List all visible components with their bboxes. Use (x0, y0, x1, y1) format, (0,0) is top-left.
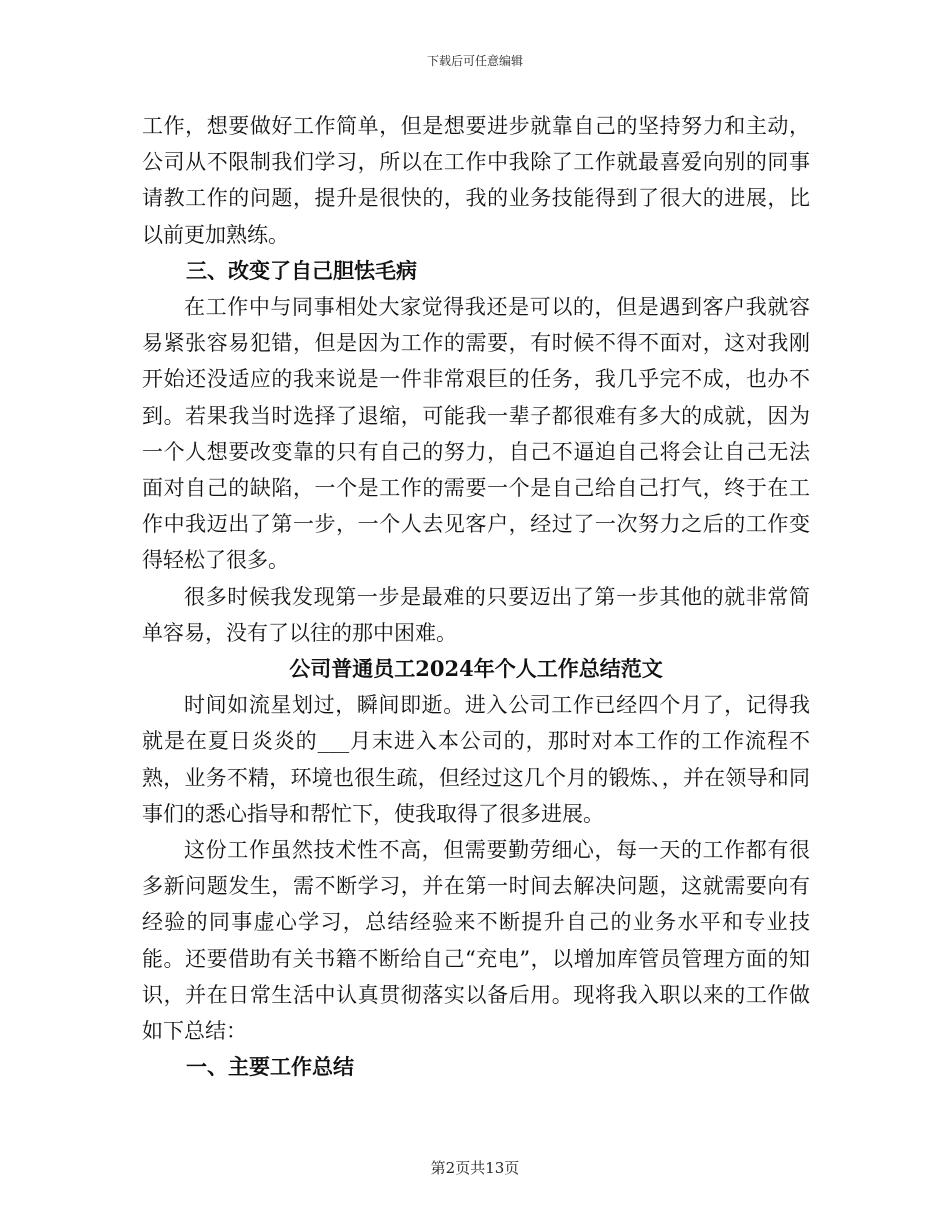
paragraph: 这份工作虽然技术性不高，但需要勤劳细心，每一天的工作都有很多新问题发生，需不断学习，并在第一时间去解决问题，这就需要向有经验的同事虚心学习，总结经验来不断提升自己的业务水平和专业技能。还要借助有关书籍不断给自己“充电”，以增加库管员管理方面的知识，并在日常生活中认真贯彻落实以备后用。现将我入职以来的工作做如下总结： (142, 838, 810, 1044)
paragraph: 很多时候我发现第一步是最难的只要迈出了第一步其他的就非常简单容易，没有了以往的那中困难。 (142, 584, 810, 645)
document-body (142, 108, 810, 1085)
paragraph: 在工作中与同事相处大家觉得我还是可以的，但是遇到客户我就容易紧张容易犯错，但是因为工作的需要，有时候不得不面对，这对我刚开始还没适应的我来说是一件非常艰巨的任务，我几乎完不成，也办不到。若果我当时选择了退缩，可能我一辈子都很难有多大的成就，因为一个人想要改变靠的只有自己的努力，自己不逼迫自己将会让自己无法面对自己的缺陷，一个是工作的需要一个是自己给自己打气，终于在工作中我迈出了第一步，一个人去见客户，经过了一次努力之后的工作变得轻松了很多。 (142, 295, 810, 573)
document-title: 公司普通员工2024年个人工作总结范文 (289, 656, 663, 682)
page-header: 下载后可任意编辑 (426, 54, 523, 68)
section-heading: 三、改变了自己胆怯毛病 (186, 257, 417, 283)
paragraph: 时间如流星划过，瞬间即逝。进入公司工作已经四个月了，记得我就是在夏日炎炎的___月末进入本公司的，那时对本工作的工作流程不熟，业务不精，环境也很生疏，但经过这几个月的锻炼、，并在领导和同事们的悉心指导和帮忙下，使我取得了很多进展。 (142, 693, 810, 826)
section-heading: 一、主要工作总结 (186, 1054, 354, 1080)
paragraph: 工作，想要做好工作简单，但是想要进步就靠自己的坚持努力和主动，公司从不限制我们学习，所以在工作中我除了工作就最喜爱向别的同事请教工作的问题，提升是很快的，我的业务技能得到了很大的进展，比以前更加熟练。 (142, 114, 810, 247)
page-number: 第2页共13页 (430, 1159, 520, 1177)
